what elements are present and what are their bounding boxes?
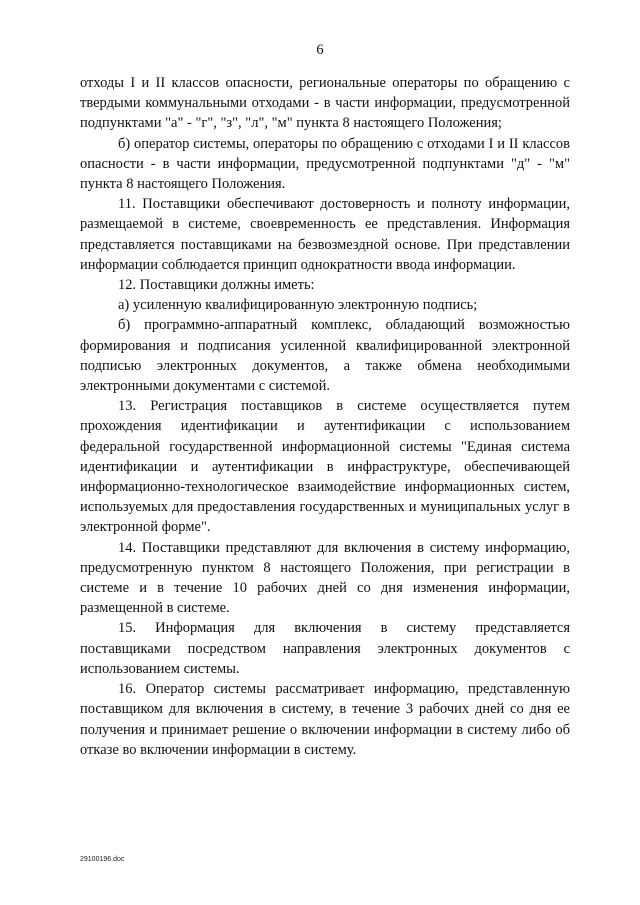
paragraph-item-13: 13. Регистрация поставщиков в системе осуществляется путем прохождения идентификации и аутентификации с использованием федеральной государственной информационной системы "Единая система идентификации и аутентификации в инфраструктуре, обеспечивающей информационно-технологическое взаимодействие информационных систем, используемых для предоставления государственных и муниципальных услуг в электронной форме". (80, 398, 570, 536)
paragraph-item-12-b: б) программно-аппаратный комплекс, обладающий возможностью формирования и подписания усиленной квалифицированной электронной подписью электронных документов, а также обмена необходимыми электронными документами с системой. (80, 317, 570, 395)
paragraph-item-16: 16. Оператор системы рассматривает информацию, представленную поставщиком для включения в систему, в течение 3 рабочих дней со дня ее получения и принимает решение о включении информации в систему либо об отказе во включении информации в систему. (80, 681, 570, 758)
paragraph-item-15: 15. Информация для включения в систему представляется поставщиками посредством направления электронных документов с использованием системы. (80, 620, 570, 677)
paragraph-item-14: 14. Поставщики представляют для включения в систему информацию, предусмотренную пунктом 8 настоящего Положения, при регистрации в системе и в течение 10 рабочих дней со дня изменения информации, размещенной в системе. (80, 539, 570, 617)
paragraph-continuation: отходы I и II классов опасности, региональные операторы по обращению с твердыми коммунальными отходами - в части информации, предусмотренной подпунктами "а" - "г", "з", "л", "м" пункта 8 настоящего Положения; (80, 75, 570, 132)
paragraph-item-12: 12. Поставщики должны иметь: (118, 277, 315, 294)
document-body (80, 73, 570, 760)
paragraph-subitem-b: б) оператор системы, операторы по обращению с отходами I и II классов опасности - в части информации, предусмотренной подпунктами "д" - "м" пункта 8 настоящего Положения. (80, 135, 570, 193)
paragraph-item-12-a: а) усиленную квалифицированную электронную подпись; (118, 297, 478, 314)
page-number: 6 (316, 42, 324, 58)
paragraph-item-11: 11. Поставщики обеспечивают достоверность и полноту информации, размещаемой в системе, своевременность ее представления. Информация представляется поставщиками на безвозмездной основе. При представлении информации соблюдается принцип однократности ввода информации. (80, 196, 570, 273)
footer-file-code: 29100196.doc (80, 856, 125, 863)
